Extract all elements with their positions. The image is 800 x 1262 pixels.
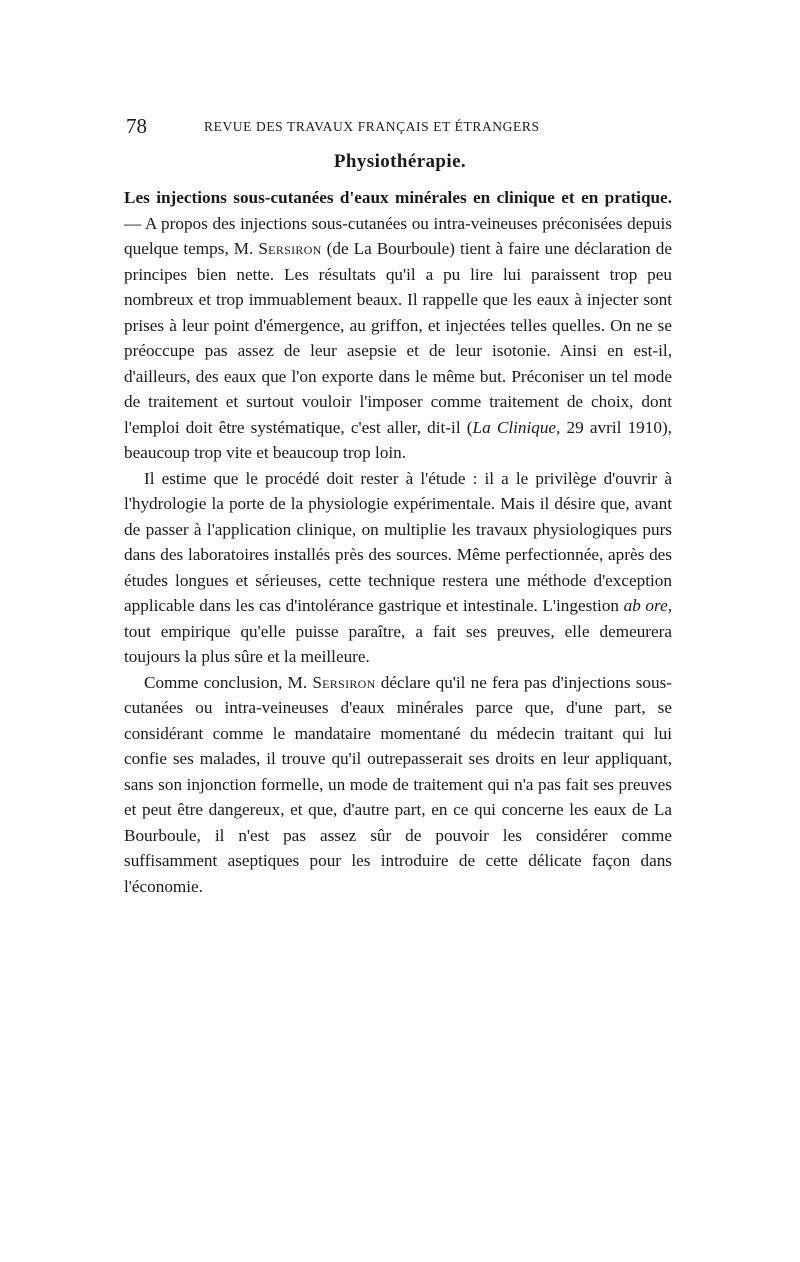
paragraph-2-text-a: Il estime que le procédé doit rester à l'étude : il a le privilège d'ouvrir à l'hydrologie la porte de la physiologie expérimentale. Mais il désire que, avant de passer à l'application clinique, on multiplie les travaux physiologiques purs dans des laboratoires installés près des sources. Même perfectionnée, après des études longues et sérieuses, cette technique restera une méthode d'exception applicable dans les cas d'intolérance gastrique et intestinale. L'ingestion — [124, 468, 672, 615]
running-header — [126, 112, 674, 140]
paragraph-3 — [124, 670, 672, 900]
section-title: Physiothérapie. — [333, 151, 467, 172]
paragraph-1-text-a: — A propos des injections sous-cutanées ou intra-veineuses préconisées depuis quelque temps, M. — [124, 213, 672, 258]
source-journal: La Clinique, — [472, 417, 561, 437]
paragraph-3-text-a: Comme conclusion, M. — [144, 672, 313, 692]
paragraph-2-text-b: tout empirique qu'elle puisse paraître, a fait ses preuves, elle demeurera toujours la plus sûre et la meilleure. — [124, 621, 672, 666]
paragraph-1 — [124, 185, 672, 466]
page-number: 78 — [126, 114, 147, 138]
paragraph-3-text-b: déclare qu'il ne fera pas d'injections sous-cutanées ou intra-veineuses d'eaux minérales parce que, d'une part, se considérant comme le mandataire momentané du médecin traitant qui lui confie ses malades, il trouve qu'il outrepasserait ses droits en leur appliquant, sans son injonction formelle, un mode de traitement qui n'a pas fait ses preuves et peut être dangereux, et que, d'autre part, en ce qui concerne les eaux de La Bourboule, il n'est pas assez sûr de pouvoir les considérer comme suffisamment aseptiques pour les introduire de cette délicate façon dans l'économie. — [124, 672, 672, 896]
paragraph-2 — [124, 466, 672, 670]
article-headline: Les injections sous-cutanées d'eaux minérales en clinique et en pratique. — [124, 188, 672, 207]
article-body — [124, 185, 672, 899]
paragraph-1-text-c: 29 avril 1910), beaucoup trop vite et beaucoup trop loin. — [124, 417, 672, 462]
paragraph-1-text-b: (de La Bourboule) tient à faire une déclaration de principes bien nette. Les résultats qu'il a pu lire lui paraissent trop peu nombreux et trop immuablement beaux. Il rappelle que les eaux à injecter sont prises à leur point d'émergence, au griffon, et injectées telles quelles. On ne se préoccupe pas assez de leur asepsie et de leur isotonie. Ainsi en est-il, d'ailleurs, des eaux que l'on exporte dans le même but. Préconiser un tel mode de traitement et surtout vouloir l'imposer comme traitement de choix, dont l'emploi doit être systématique, c'est aller, dit-il ( — [124, 239, 672, 437]
latin-phrase: ab ore, — [623, 596, 672, 615]
author-name: Sersiron — [258, 239, 322, 258]
author-name: Sersiron — [312, 672, 376, 692]
journal-title: REVUE DES TRAVAUX FRANÇAIS ET ÉTRANGERS — [204, 119, 540, 134]
